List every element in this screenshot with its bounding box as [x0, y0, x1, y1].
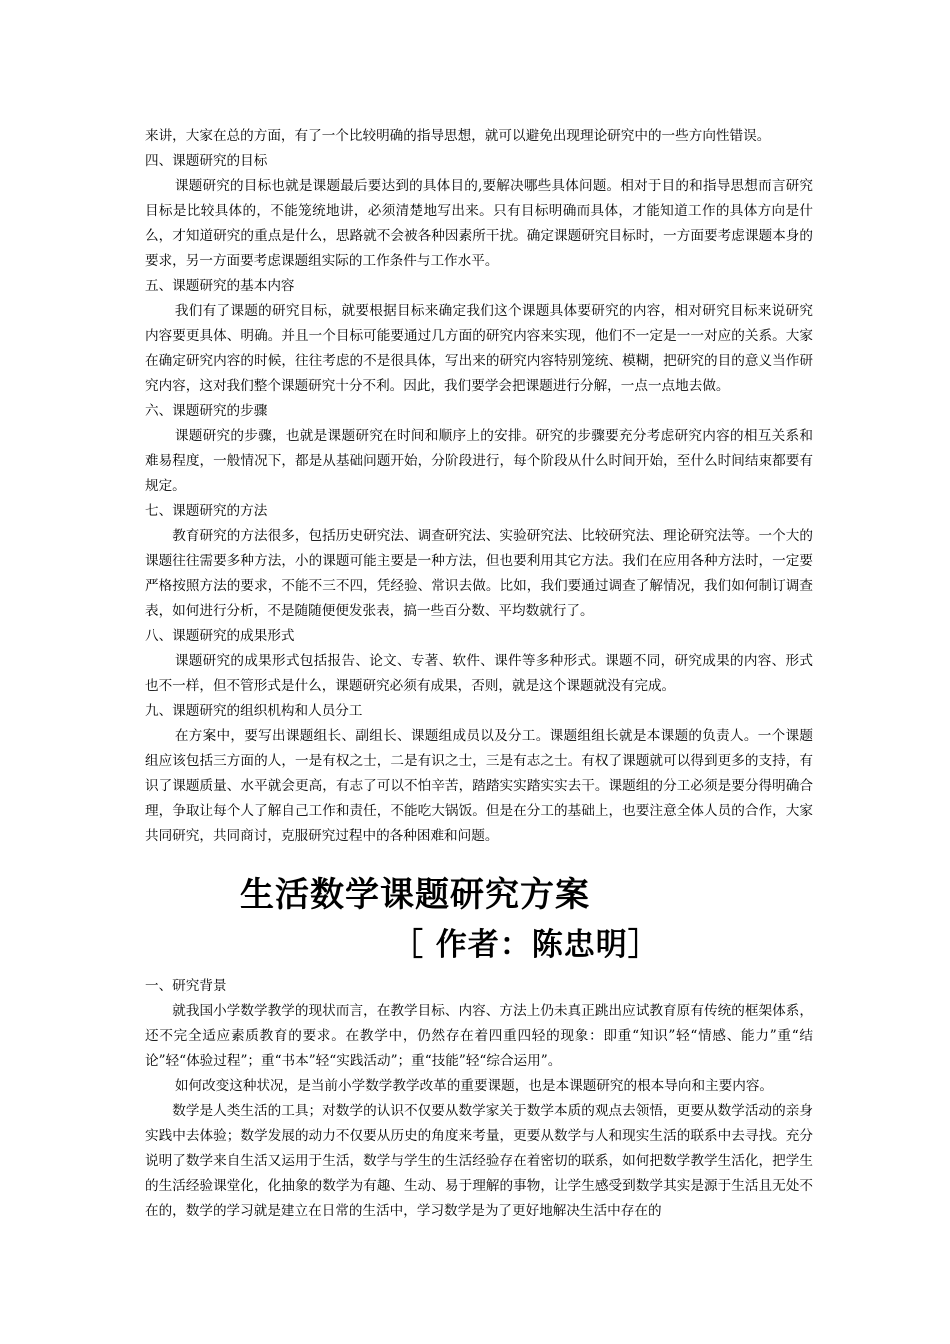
background-heading: 一、研究背景 [145, 978, 227, 994]
section-heading-organization: 九、课题研究的组织机构和人员分工 [145, 703, 363, 719]
section-heading-results: 八、课题研究的成果形式 [145, 628, 295, 644]
section-heading-steps: 六、课题研究的步骤 [145, 403, 268, 419]
section-body-goal: 课题研究的目标也就是课题最后要达到的具体目的,要解决哪些具体问题。相对于目的和指导思想而言研究目标是比较具体的，不能笼统地讲，必须清楚地写出来。只有目标明确而具体，才能知道工作的具体方向是什么，才知道研究的重点是什么，思路就不会被各种因素所干扰。确定课题研究目标时，一方面要考虑课题本身的要求，另一方面要考虑课题组实际的工作条件与工作水平。 [145, 178, 813, 269]
section-heading-methods: 七、课题研究的方法 [145, 503, 268, 519]
top-fragment: 来讲，大家在总的方面，有了一个比较明确的指导思想，就可以避免出现理论研究中的一些方向性错误。 [145, 128, 771, 144]
section-body-organization: 在方案中，要写出课题组长、副组长、课题组成员以及分工。课题组组长就是本课题的负责人。一个课题组应该包括三方面的人，一是有权之士，二是有识之士，三是有志之士。有权了课题就可以得到更多的支持，有识了课题质量、水平就会更高，有志了可以不怕辛苦，踏踏实实踏实实去干。课题组的分工必须是要分得明确合理，争取让每个人了解自己工作和责任，不能吃大锅饭。但是在分工的基础上，也要注意全体人员的合作，大家共同研究，共同商讨，克服研究过程中的各种困难和问题。 [145, 728, 813, 844]
section-body-results: 课题研究的成果形式包括报告、论文、专著、软件、课件等多种形式。课题不同，研究成果的内容、形式也不一样，但不管形式是什么，课题研究必须有成果，否则，就是这个课题就没有完成。 [145, 653, 813, 694]
section-body-methods: 教育研究的方法很多，包括历史研究法、调查研究法、实验研究法、比较研究法、理论研究法等。一个大的课题往往需要多种方法，小的课题可能主要是一种方法，但也要利用其它方法。我们在应用各种方法时，一定要严格按照方法的要求，不能不三不四，凭经验、常识去做。比如，我们要通过调查了解情况，我们如何制订调查表，如何进行分析，不是随随便便发张表，搞一些百分数、平均数就行了。 [145, 528, 813, 619]
background-paragraph-3: 数学是人类生活的工具；对数学的认识不仅要从数学家关于数学本质的观点去领悟，更要从数学活动的亲身实践中去体验；数学发展的动力不仅要从历史的角度来考量，更要从数学与人和现实生活的联系中去寻找。充分说明了数学来自生活又运用于生活，数学与学生的生活经验存在着密切的联系，如何把数学教学生活化，把学生的生活经验课堂化，化抽象的数学为有趣、生动、易于理解的事物，让学生感受到数学其实是源于生活且无处不在的，数学的学习就是建立在日常的生活中，学习数学是为了更好地解决生活中存在的 [145, 1103, 813, 1219]
background-paragraph-1: 就我国小学数学教学的现状而言，在教学目标、内容、方法上仍未真正跳出应试教育原有传统的框架体系，还不完全适应素质教育的要求。在教学中，仍然存在着四重四轻的现象：即重“知识”轻“情感、能力”重“结论”轻“体验过程”；重“书本”轻“实践活动”；重“技能”轻“综合运用”。 [145, 1003, 813, 1069]
section-body-content: 我们有了课题的研究目标，就要根据目标来确定我们这个课题具体要研究的内容，相对研究目标来说研究内容要更具体、明确。并且一个目标可能要通过几方面的研究内容来实现，他们不一定是一一对应的关系。大家在确定研究内容的时候，往往考虑的不是很具体，写出来的研究内容特别笼统、模糊，把研究的目的意义当作研究内容，这对我们整个课题研究十分不利。因此，我们要学会把课题进行分解，一点一点地去做。 [145, 303, 813, 394]
section-heading-goal: 四、课题研究的目标 [145, 153, 268, 169]
document-title: 生活数学课题研究方案 [240, 875, 590, 915]
author-line: ［ 作者：陈忠明］ [392, 927, 660, 963]
section-body-steps: 课题研究的步骤，也就是课题研究在时间和顺序上的安排。研究的步骤要充分考虑研究内容的相互关系和难易程度，一般情况下，都是从基础问题开始，分阶段进行，每个阶段从什么时间开始，至什么时间结束都要有规定。 [145, 428, 813, 494]
section-heading-content: 五、课题研究的基本内容 [145, 278, 295, 294]
background-paragraph-2: 如何改变这种状况，是当前小学数学教学改革的重要课题，也是本课题研究的根本导向和主要内容。 [174, 1078, 774, 1094]
